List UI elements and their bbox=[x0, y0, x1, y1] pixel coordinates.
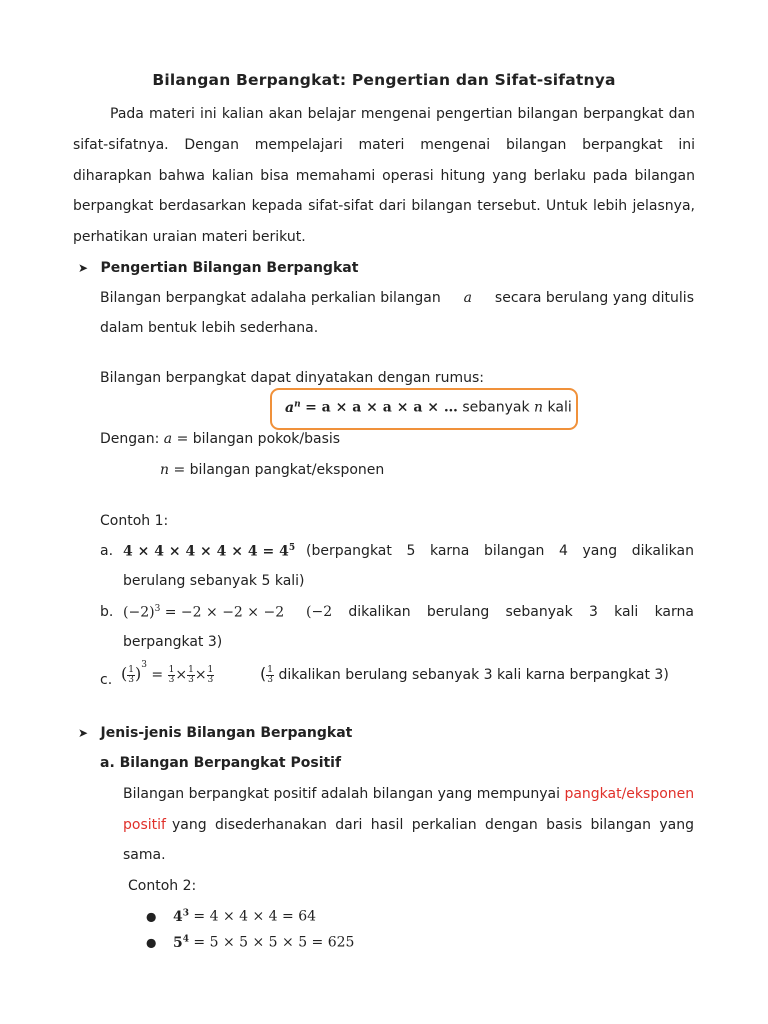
page-title: Bilangan Berpangkat: Pengertian dan Sifat-sifatnya bbox=[152, 71, 616, 89]
contoh1-c-marker: c. bbox=[100, 672, 113, 688]
formula-text: sebanyak bbox=[462, 399, 530, 416]
var-a: a bbox=[463, 290, 473, 306]
contoh1-a-marker: a. bbox=[100, 543, 114, 559]
intro-text: Pada materi ini kalian akan belajar mengenai pengertian bilangan berpangkat dan sifat-sifatnya. Dengan mempelajari materi mengenai bilangan berpangkat ini diharapkan bahwa kalian bisa memahami operasi hitung yang berlaku pada bilangan berpangkat berdasarkan kepada sifat-sifat dari bilangan tersebut. Untuk lebih jelasnya, perhatikan uraian materi berikut. bbox=[73, 106, 695, 246]
contoh1-b-line2: berpangkat 3) bbox=[123, 634, 223, 650]
def-n: = bilangan pangkat/eksponen bbox=[173, 462, 385, 478]
contoh1-a-words: (berpangkat 5 karna bilangan 4 yang dikalikan bbox=[306, 543, 694, 559]
contoh1-c-math: ( $\frac{1}{3}$ )$^3$ = $\frac{1}{3}$ × $\frac{1}{3}$ × $\frac{1}{3}$ bbox=[121, 660, 214, 685]
contoh2-item-2: ● $5^4 = 5 \times 5 \times 5 \times 5 = 625$ bbox=[146, 934, 355, 951]
section1-heading: Pengertian Bilangan Berpangkat bbox=[100, 260, 359, 276]
section2-para-line2: positif yang disederhanakan dari hasil perkalian dengan basis bilangan yang bbox=[123, 817, 694, 833]
contoh2-label: Contoh 2: bbox=[128, 878, 197, 894]
contoh1-b-marker: b. bbox=[100, 604, 114, 620]
section1-para-line2: dalam bentuk lebih sederhana. bbox=[100, 320, 319, 336]
bullet-icon: ● bbox=[146, 935, 157, 950]
contoh1-label: Contoh 1: bbox=[100, 513, 169, 529]
dengan-label: Dengan: bbox=[100, 431, 160, 447]
contoh1-b-words: (−2 dikalikan berulang sebanyak 3 kali karna bbox=[306, 604, 694, 620]
arrow-bullet-icon: ➤ bbox=[78, 726, 89, 740]
red-highlight-2: positif bbox=[123, 817, 166, 833]
formula-kali: kali bbox=[547, 399, 572, 416]
bullet-icon: ● bbox=[146, 909, 157, 924]
section1-para-b-start: secara berulang yang ditulis bbox=[494, 290, 694, 306]
section2-heading-row bbox=[78, 725, 352, 741]
subsection-a-heading: a. Bilangan Berpangkat Positif bbox=[100, 755, 342, 771]
red-highlight-1: pangkat/eksponen bbox=[564, 786, 695, 802]
section1-heading-row bbox=[78, 260, 358, 276]
section2-heading: Jenis-jenis Bilangan Berpangkat bbox=[100, 725, 353, 741]
section1-para-a: Bilangan berpangkat adalaha perkalian bilangan bbox=[100, 290, 441, 306]
section2-para-line1: Bilangan berpangkat positif adalah bilangan yang mempunyai pangkat/eksponen bbox=[123, 786, 695, 802]
contoh1-a-line2: berulang sebanyak 5 kali) bbox=[123, 573, 305, 589]
section2-para-line3: sama. bbox=[123, 847, 166, 863]
formula: $a^n = a \times a \times a \times a$ × … sebanyak n kali bbox=[285, 399, 572, 416]
contoh1-a-math: $4 \times 4 \times 4 \times 4 \times 4 = 4^5$ bbox=[123, 543, 296, 560]
contoh1-b-math: $(-2)^3 = -2 \times -2 \times -2$ bbox=[123, 604, 285, 621]
def-a: = bilangan pokok/basis bbox=[176, 431, 341, 447]
contoh2-item-1: ● $4^3 = 4 \times 4 \times 4 = 64$ bbox=[146, 908, 317, 925]
formula-expr: = a × a × a × a × … bbox=[305, 399, 458, 416]
def-n-row: n = bilangan pangkat/eksponen bbox=[160, 462, 385, 478]
section1-para-line1 bbox=[100, 290, 694, 306]
intro-paragraph bbox=[73, 99, 695, 253]
arrow-bullet-icon: ➤ bbox=[78, 261, 89, 275]
formula-var-n: n bbox=[534, 399, 544, 416]
contoh1-c-text: ( $\frac{1}{3}$ dikalikan berulang sebanyak 3 kali karna berpangkat 3) bbox=[260, 664, 669, 685]
rumus-intro: Bilangan berpangkat dapat dinyatakan dengan rumus: bbox=[100, 370, 485, 386]
def-a-row: Dengan: a = bilangan pokok/basis bbox=[100, 431, 341, 447]
